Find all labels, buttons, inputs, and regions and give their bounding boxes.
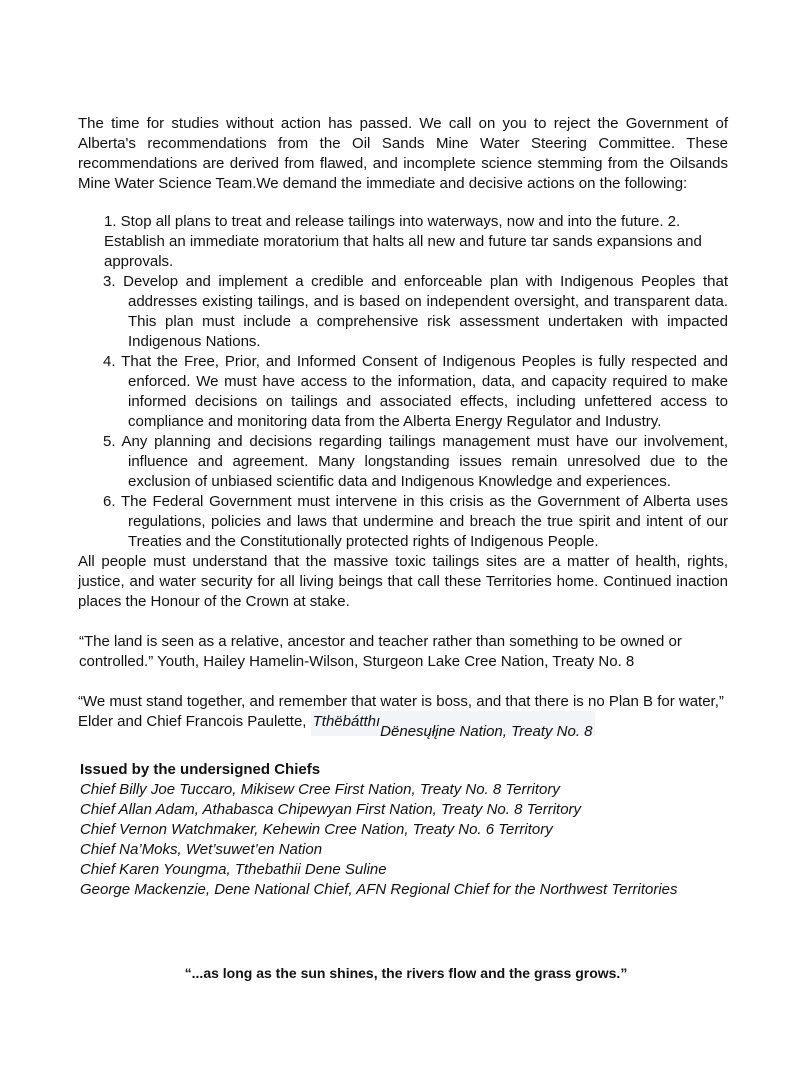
intro-paragraph: The time for studies without action has passed. We call on you to reject the Government of Alberta's recommendations from the Oil Sands Mine Water Steering Committee. These recommendations are derived from flawed, and incomplete science stemming from the Oilsands Mine Water Science Team.We demand the immediate and decisive actions on the following: <box>78 115 728 192</box>
signatory: Chief Billy Joe Tuccaro, Mikisew Cree First Nation, Treaty No. 8 Territory <box>80 781 560 798</box>
demand-item-1: 1. Stop all plans to treat and release tailings into waterways, now and into the future. 2. Establish an immediate moratorium that halts all new and future tar sands expansions and approvals. <box>104 213 702 270</box>
nation-name <box>311 711 595 740</box>
elder-quote-treaty: Treaty No. 8 <box>506 723 593 740</box>
signatory: Chief Allan Adam, Athabasca Chipewyan First Nation, Treaty No. 8 Territory <box>80 801 582 818</box>
signatory: Chief Na’Moks, Wet’suwet’en Nation <box>80 841 323 858</box>
signatory: George Mackenzie, Dene National Chief, AFN Regional Chief for the Northwest Territories <box>80 881 678 898</box>
demand-item-6: 6. The Federal Government must intervene in this crisis as the Government of Alberta uses regulations, policies and laws that undermine and breach the true spirit and intent of our Treaties and the Constitutionally protected rights of Indigenous People. <box>103 493 728 550</box>
letter-body <box>78 114 728 900</box>
closing-paragraph: All people must understand that the massive toxic tailings sites are a matter of health, rights, justice, and water security for all living beings that call these Territories home. Continued inaction places the Honour of the Crown at stake. <box>78 553 728 610</box>
treaty-motto: “...as long as the sun shines, the rivers flow and the grass grows.” <box>184 965 628 981</box>
signatory: Chief Karen Youngma, Tthebathii Dene Suline <box>80 861 387 878</box>
signatories-list <box>80 780 728 900</box>
nation-name-part2: Dënesųłįne Nation, <box>380 723 507 740</box>
nation-name-part1: Tthëbátthı <box>312 713 381 730</box>
demands-list <box>78 212 728 552</box>
demand-item-5: 5. Any planning and decisions regarding tailings management must have our involvement, influence and agreement. Many longstanding issues remain unresolved due to the exclusion of unbiased scientific data and Indigenous Knowledge and experiences. <box>103 433 728 490</box>
demand-item-4: 4. That the Free, Prior, and Informed Consent of Indigenous Peoples is fully respected and enforced. We must have access to the information, data, and capacity required to make informed decisions on tailings and associated effects, including unfettered access to compliance and monitoring data from the Alberta Energy Regulator and Industry. <box>103 353 728 430</box>
signatory: Chief Vernon Watchmaker, Kehewin Cree Nation, Treaty No. 6 Territory <box>80 821 553 838</box>
issued-by-heading: Issued by the undersigned Chiefs <box>80 761 321 778</box>
demand-item-3: 3. Develop and implement a credible and enforceable plan with Indigenous Peoples that addresses existing tailings, and is based on independent oversight, and transparent data. This plan must include a comprehensive risk assessment undertaken with impacted Indigenous Nations. <box>103 273 728 350</box>
elder-quote <box>78 692 728 740</box>
elder-quote-text: “We must stand together, and remember that water is boss, and that there is no Plan B for water,” Elder and Chief Francois Paulette, <box>78 693 724 730</box>
youth-quote: “The land is seen as a relative, ancestor and teacher rather than something to be owned or controlled.” Youth, Hailey Hamelin-Wilson, Sturgeon Lake Cree Nation, Treaty No. 8 <box>79 633 682 670</box>
